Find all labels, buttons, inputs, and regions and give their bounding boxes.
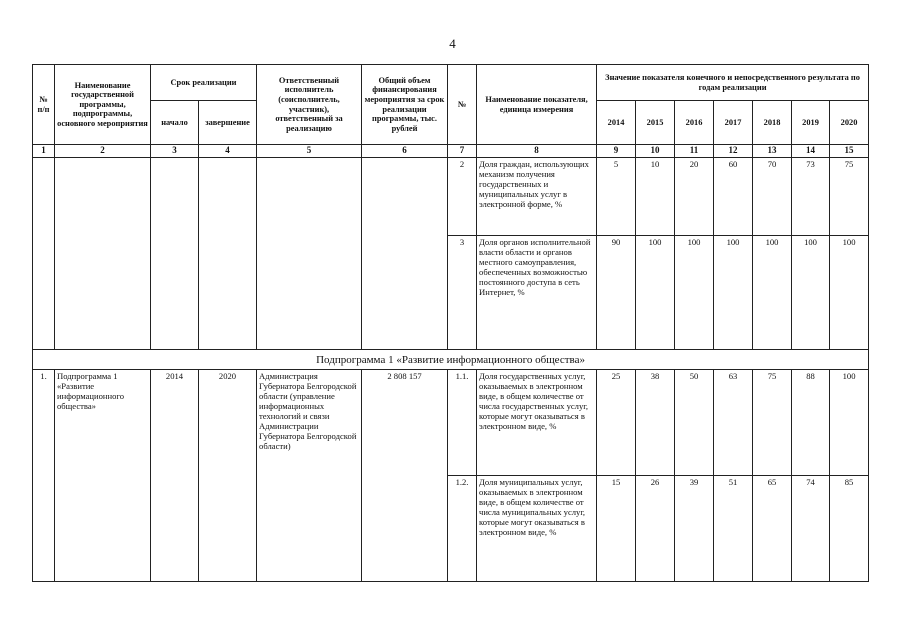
indicator-value: 51 — [714, 476, 753, 582]
empty-cell — [33, 158, 55, 350]
column-number: 2 — [55, 145, 151, 158]
indicator-value: 63 — [714, 370, 753, 476]
subprogram-number: 1. — [33, 370, 55, 582]
column-number: 1 — [33, 145, 55, 158]
column-number: 13 — [753, 145, 792, 158]
page-number: 4 — [449, 36, 456, 51]
section-title: Подпрограмма 1 «Развитие информационного общества» — [33, 350, 869, 370]
indicator-value: 88 — [792, 370, 830, 476]
column-number: 11 — [675, 145, 714, 158]
indicator-value: 100 — [714, 236, 753, 350]
indicator-number: 1.2. — [448, 476, 477, 582]
column-number: 10 — [636, 145, 675, 158]
indicator-number: 2 — [448, 158, 477, 236]
header-start: начало — [151, 101, 199, 145]
column-number: 14 — [792, 145, 830, 158]
indicator-value: 75 — [830, 158, 869, 236]
indicator-value: 25 — [597, 370, 636, 476]
header-period: Срок реализации — [151, 65, 257, 101]
header-year: 2015 — [636, 101, 675, 145]
indicator-name: Доля государственных услуг, оказываемых в электронном виде, в общем количестве от числа государственных услуг, которые могут оказываться в электронном виде, % — [477, 370, 597, 476]
header-funding: Общий объем финансирования мероприятия за срок реализации программы, тыс. рублей — [362, 65, 448, 145]
column-number: 15 — [830, 145, 869, 158]
indicator-value: 50 — [675, 370, 714, 476]
empty-cell — [362, 158, 448, 350]
header-indicator: Наименование показателя, единица измерения — [477, 65, 597, 145]
column-number: 3 — [151, 145, 199, 158]
column-number: 8 — [477, 145, 597, 158]
indicator-value: 38 — [636, 370, 675, 476]
header-year: 2017 — [714, 101, 753, 145]
indicator-value: 100 — [792, 236, 830, 350]
column-number: 7 — [448, 145, 477, 158]
indicator-value: 15 — [597, 476, 636, 582]
indicator-value: 20 — [675, 158, 714, 236]
subprogram-start: 2014 — [151, 370, 199, 582]
header-num: № п/п — [33, 65, 55, 145]
header-name: Наименование государственной программы, подпрограммы, основного мероприятия — [55, 65, 151, 145]
subprogram-end: 2020 — [199, 370, 257, 582]
header-end: завершение — [199, 101, 257, 145]
column-number: 5 — [257, 145, 362, 158]
table-row — [33, 370, 869, 476]
indicator-name: Доля муниципальных услуг, оказываемых в электронном виде, в общем количестве от числа муниципальных услуг, которые могут оказываться в электронном виде, % — [477, 476, 597, 582]
indicator-value: 70 — [753, 158, 792, 236]
indicator-number: 1.1. — [448, 370, 477, 476]
empty-cell — [257, 158, 362, 350]
indicator-value: 100 — [675, 236, 714, 350]
indicator-value: 100 — [830, 370, 869, 476]
header-year: 2019 — [792, 101, 830, 145]
indicator-value: 10 — [636, 158, 675, 236]
header-year: 2014 — [597, 101, 636, 145]
indicator-value: 5 — [597, 158, 636, 236]
indicator-value: 90 — [597, 236, 636, 350]
indicator-number: 3 — [448, 236, 477, 350]
indicator-value: 100 — [753, 236, 792, 350]
subprogram-responsible: Администрация Губернатора Белгородской области (управление информационных технологий и связи Администрации Губернатора Белгородской области) — [257, 370, 362, 582]
header-indicator-num: № — [448, 65, 477, 145]
program-table — [32, 64, 869, 582]
table-row — [33, 158, 869, 236]
header-year: 2016 — [675, 101, 714, 145]
indicator-value: 85 — [830, 476, 869, 582]
header-year: 2020 — [830, 101, 869, 145]
empty-cell — [55, 158, 151, 350]
header-responsible: Ответственный исполнитель (соисполнитель, участник), ответственный за реализацию — [257, 65, 362, 145]
empty-cell — [151, 158, 199, 350]
indicator-value: 100 — [636, 236, 675, 350]
subprogram-funding: 2 808 157 — [362, 370, 448, 582]
indicator-value: 74 — [792, 476, 830, 582]
column-number: 9 — [597, 145, 636, 158]
indicator-name: Доля органов исполнительной власти области и органов местного самоуправления, обеспеченных возможностью постоянного доступа в сеть Интернет, % — [477, 236, 597, 350]
column-number: 6 — [362, 145, 448, 158]
indicator-name: Доля граждан, использующих механизм получения государственных и муниципальных услуг в электронной форме, % — [477, 158, 597, 236]
indicator-value: 60 — [714, 158, 753, 236]
indicator-value: 65 — [753, 476, 792, 582]
subprogram-name: Подпрограмма 1 «Развитие информационного общества» — [55, 370, 151, 582]
column-number: 4 — [199, 145, 257, 158]
indicator-value: 75 — [753, 370, 792, 476]
header-year: 2018 — [753, 101, 792, 145]
empty-cell — [199, 158, 257, 350]
indicator-value: 73 — [792, 158, 830, 236]
column-number: 12 — [714, 145, 753, 158]
indicator-value: 100 — [830, 236, 869, 350]
header-values: Значение показателя конечного и непосредственного результата по годам реализации — [597, 65, 869, 101]
indicator-value: 39 — [675, 476, 714, 582]
indicator-value: 26 — [636, 476, 675, 582]
